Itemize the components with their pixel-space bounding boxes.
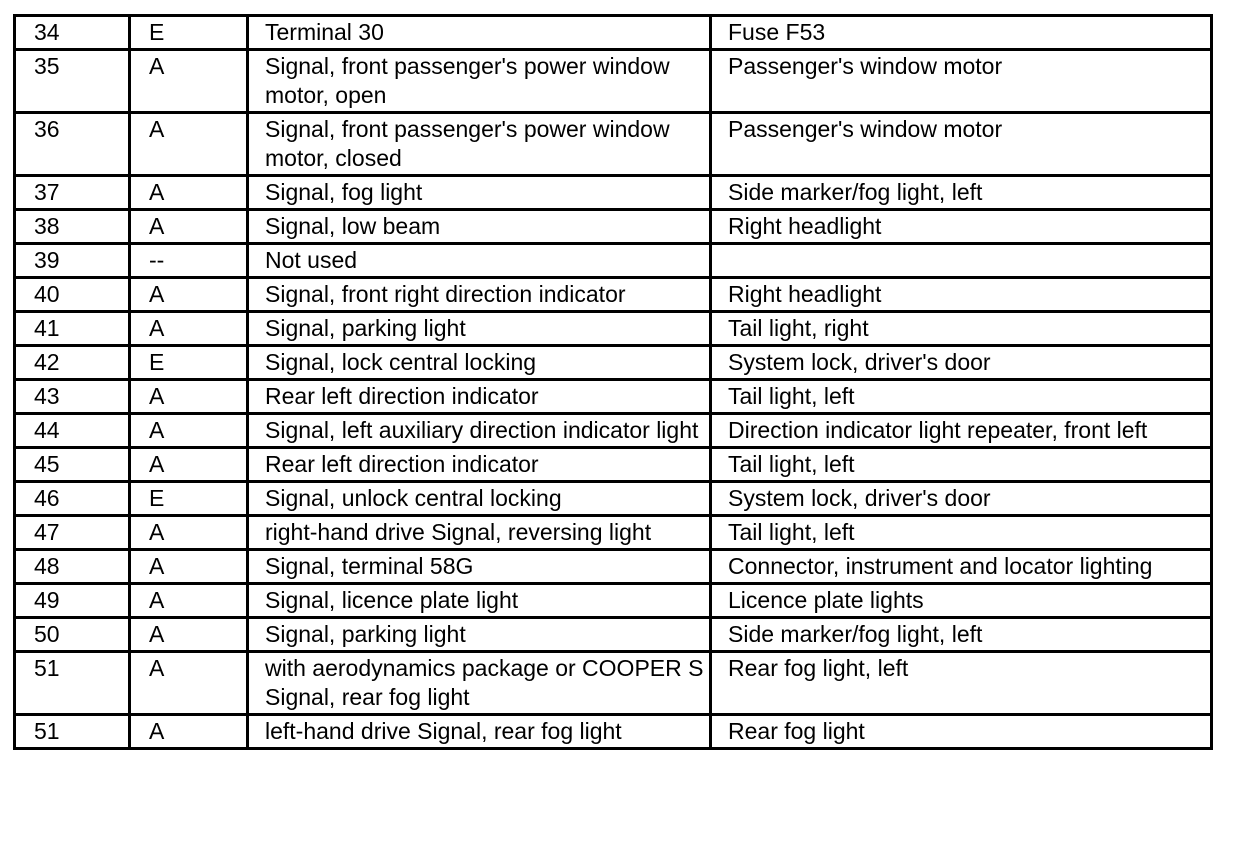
signal-type-cell: A (130, 652, 248, 715)
description-cell: Signal, parking light (248, 618, 711, 652)
description-cell: with aerodynamics package or COOPER S Signal, rear fog light (248, 652, 711, 715)
pin-number-cell: 49 (15, 584, 130, 618)
destination-cell: Tail light, left (711, 448, 1212, 482)
destination-cell: System lock, driver's door (711, 346, 1212, 380)
signal-type-cell: A (130, 414, 248, 448)
pin-number-cell: 34 (15, 16, 130, 50)
table-row (15, 414, 1212, 448)
table-row (15, 618, 1212, 652)
table-row (15, 312, 1212, 346)
signal-type-cell: E (130, 346, 248, 380)
signal-type-cell: A (130, 618, 248, 652)
description-cell: Signal, terminal 58G (248, 550, 711, 584)
pin-number-cell: 35 (15, 50, 130, 113)
table-row (15, 346, 1212, 380)
pin-number-cell: 42 (15, 346, 130, 380)
pin-assignment-table (13, 14, 1213, 750)
destination-cell: System lock, driver's door (711, 482, 1212, 516)
destination-cell: Rear fog light, left (711, 652, 1212, 715)
table-row (15, 278, 1212, 312)
description-cell: Rear left direction indicator (248, 380, 711, 414)
description-cell: Signal, left auxiliary direction indicator light (248, 414, 711, 448)
signal-type-cell: A (130, 715, 248, 749)
signal-type-cell: A (130, 516, 248, 550)
pin-number-cell: 51 (15, 715, 130, 749)
signal-type-cell: A (130, 584, 248, 618)
pin-number-cell: 40 (15, 278, 130, 312)
description-cell: Not used (248, 244, 711, 278)
pin-number-cell: 50 (15, 618, 130, 652)
destination-cell: Tail light, left (711, 516, 1212, 550)
signal-type-cell: A (130, 210, 248, 244)
description-cell: Rear left direction indicator (248, 448, 711, 482)
table-row (15, 715, 1212, 749)
destination-cell: Side marker/fog light, left (711, 618, 1212, 652)
pin-number-cell: 47 (15, 516, 130, 550)
signal-type-cell: A (130, 380, 248, 414)
description-cell: Signal, front passenger's power window motor, open (248, 50, 711, 113)
pin-number-cell: 43 (15, 380, 130, 414)
pin-table-body (15, 16, 1212, 749)
pin-number-cell: 51 (15, 652, 130, 715)
table-row (15, 16, 1212, 50)
pin-number-cell: 48 (15, 550, 130, 584)
destination-cell: Rear fog light (711, 715, 1212, 749)
pin-number-cell: 41 (15, 312, 130, 346)
table-row (15, 50, 1212, 113)
pin-number-cell: 46 (15, 482, 130, 516)
destination-cell (711, 244, 1212, 278)
destination-cell: Side marker/fog light, left (711, 176, 1212, 210)
signal-type-cell: A (130, 176, 248, 210)
signal-type-cell: A (130, 312, 248, 346)
signal-type-cell: A (130, 113, 248, 176)
table-row (15, 448, 1212, 482)
signal-type-cell: A (130, 448, 248, 482)
destination-cell: Right headlight (711, 210, 1212, 244)
table-row (15, 380, 1212, 414)
destination-cell: Tail light, left (711, 380, 1212, 414)
description-cell: Signal, lock central locking (248, 346, 711, 380)
signal-type-cell: A (130, 50, 248, 113)
table-row (15, 176, 1212, 210)
table-row (15, 210, 1212, 244)
pin-number-cell: 44 (15, 414, 130, 448)
description-cell: Signal, fog light (248, 176, 711, 210)
destination-cell: Passenger's window motor (711, 50, 1212, 113)
description-cell: Signal, front passenger's power window motor, closed (248, 113, 711, 176)
table-row (15, 550, 1212, 584)
table-row (15, 482, 1212, 516)
destination-cell: Direction indicator light repeater, front left (711, 414, 1212, 448)
description-cell: Signal, unlock central locking (248, 482, 711, 516)
pin-number-cell: 38 (15, 210, 130, 244)
signal-type-cell: E (130, 16, 248, 50)
description-cell: left-hand drive Signal, rear fog light (248, 715, 711, 749)
description-cell: Signal, front right direction indicator (248, 278, 711, 312)
pin-number-cell: 36 (15, 113, 130, 176)
signal-type-cell: A (130, 550, 248, 584)
destination-cell: Passenger's window motor (711, 113, 1212, 176)
table-row (15, 584, 1212, 618)
destination-cell: Fuse F53 (711, 16, 1212, 50)
description-cell: right-hand drive Signal, reversing light (248, 516, 711, 550)
table-row (15, 244, 1212, 278)
description-cell: Signal, low beam (248, 210, 711, 244)
signal-type-cell: E (130, 482, 248, 516)
signal-type-cell: -- (130, 244, 248, 278)
signal-type-cell: A (130, 278, 248, 312)
destination-cell: Connector, instrument and locator lighting (711, 550, 1212, 584)
table-row (15, 652, 1212, 715)
description-cell: Signal, parking light (248, 312, 711, 346)
table-row (15, 516, 1212, 550)
pin-number-cell: 37 (15, 176, 130, 210)
description-cell: Terminal 30 (248, 16, 711, 50)
destination-cell: Right headlight (711, 278, 1212, 312)
pin-number-cell: 45 (15, 448, 130, 482)
pin-number-cell: 39 (15, 244, 130, 278)
table-row (15, 113, 1212, 176)
destination-cell: Licence plate lights (711, 584, 1212, 618)
description-cell: Signal, licence plate light (248, 584, 711, 618)
destination-cell: Tail light, right (711, 312, 1212, 346)
